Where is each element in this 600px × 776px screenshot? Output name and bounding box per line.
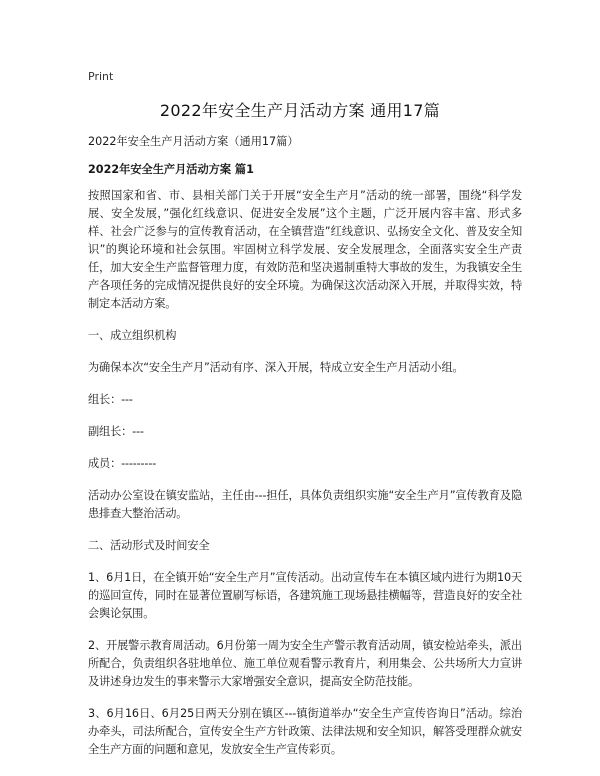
heading-activities: 二、活动形式及时间安全 (88, 539, 210, 552)
document-subtitle: 2022年安全生产月活动方案（通用17篇） (88, 135, 299, 148)
paragraph-group-setup: 为确保本次“安全生产月”活动有序、深入开展，特成立安全生产月活动小组。 (88, 361, 464, 374)
document-body (88, 133, 522, 771)
paragraph-leader: 组长：--- (88, 393, 133, 406)
print-label[interactable]: Print (88, 70, 114, 83)
paragraph-activity-3: 3、6月16日、6月25日两天分别在镇区---镇街道举办“安全生产宣传咨询日”活动。综治办牵头，司法所配合，宣传安全生产方针政策、法律法规和安全知识，解答受理群众就安全生产方面的问题和意见，发放安全生产宣传彩页。 (88, 707, 522, 756)
heading-organization: 一、成立组织机构 (88, 329, 177, 342)
paragraph-deputy-leader: 副组长：--- (88, 425, 144, 438)
intro-paragraph: 按照国家和省、市、县相关部门关于开展“安全生产月”活动的统一部署，围绕“科学发展、安全发展，”强化红线意识、促进安全发展”这个主题，广泛开展内容丰富、形式多样、社会广泛参与的宣传教育活动，在全镇营造”红线意识、弘扬安全文化、普及安全知识”的舆论环境和社会氛围。牢固树立科学发展、安全发展理念，全面落实安全生产责任，加大安全生产监督管理力度，有效防范和坚决遏制重特大事故的发生，为我镇安全生产各项任务的完成情况提供良好的安全环境。为确保这次活动深入开展，并取得实效，特制定本活动方案。 (88, 189, 522, 310)
paragraph-activity-2: 2、开展警示教育周活动。6月份第一周为安全生产警示教育活动周，镇安检站牵头，派出所配合，负责组织各驻地单位、施工单位观看警示教育片，利用集会、公共场所大力宣讲及讲述身边发生的事来警示大家增强安全意识，提高安全防范技能。 (88, 639, 522, 688)
section-heading: 2022年安全生产月活动方案 篇1 (88, 163, 254, 176)
paragraph-activity-1: 1、6月1日，在全镇开始“安全生产月”宣传活动。出动宣传车在本镇区域内进行为期10天的巡回宣传，同时在显著位置刷写标语，各建筑施工现场悬挂横幅等，营造良好的安全社会舆论氛围。 (88, 571, 522, 620)
paragraph-office: 活动办公室设在镇安监站，主任由---担任，具体负责组织实施“安全生产月”宣传教育及隐患排查大整治活动。 (88, 489, 522, 520)
paragraph-members: 成员：--------- (88, 457, 157, 470)
document-title: 2022年安全生产月活动方案 通用17篇 (159, 101, 441, 120)
